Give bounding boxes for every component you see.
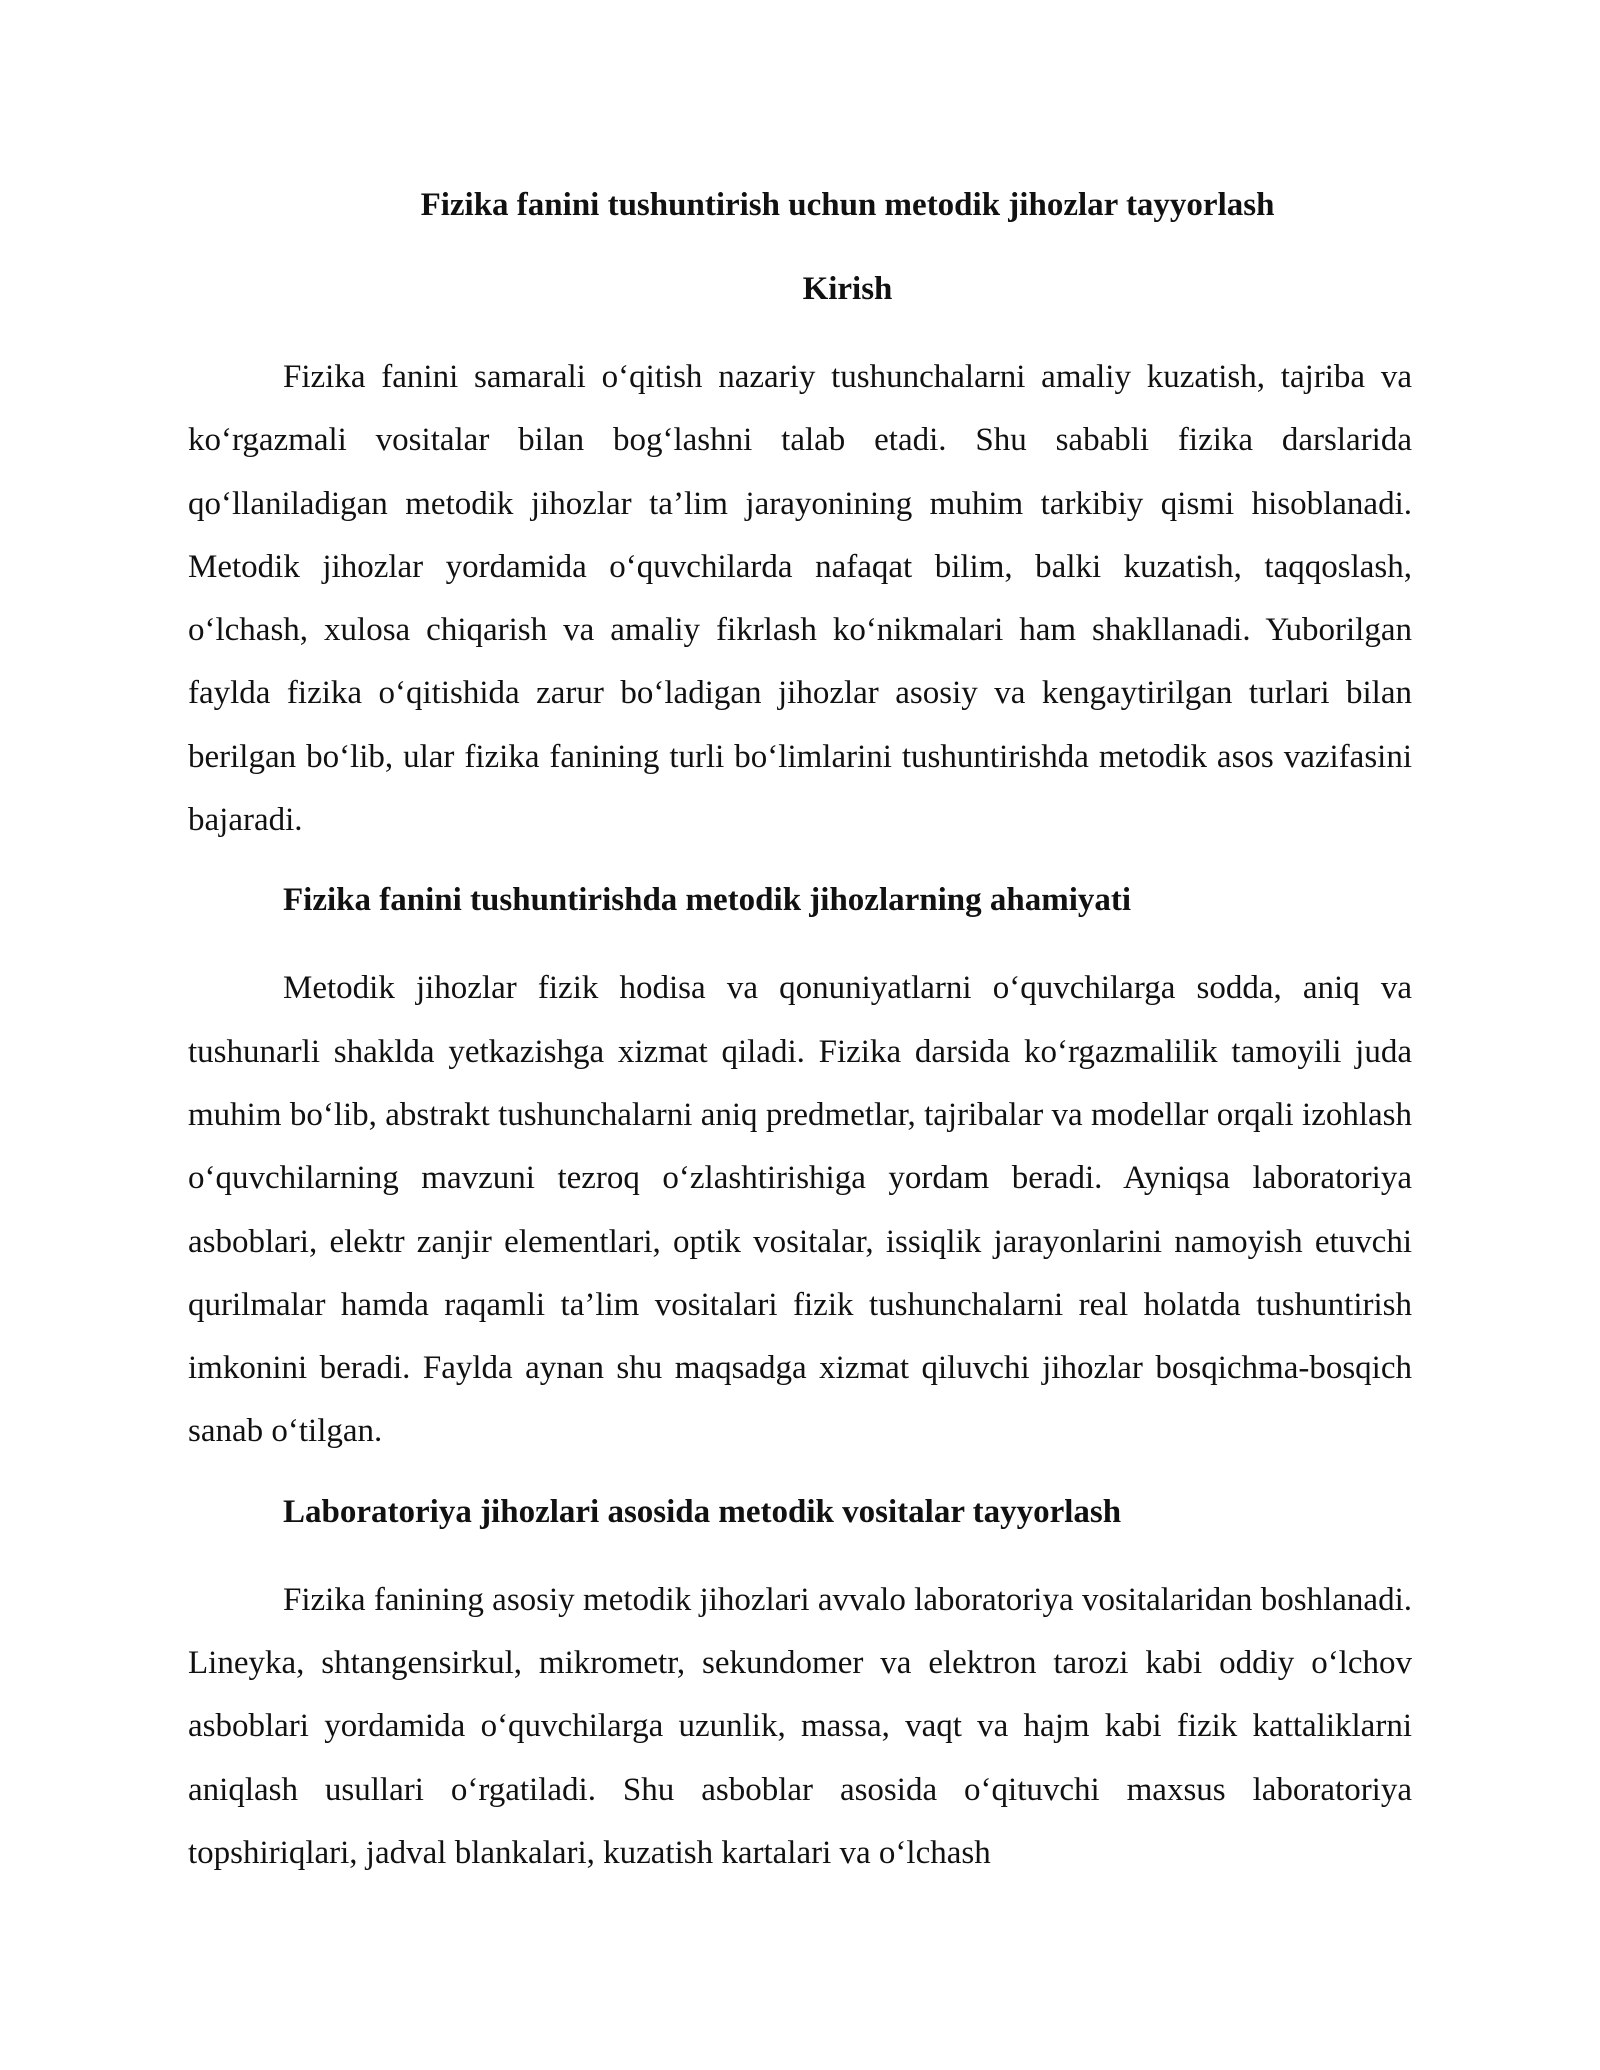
section-paragraph: Fizika fanining asosiy metodik jihozlari avvalo laboratoriya vositalaridan boshlanadi. Lineyka, shtangensirkul, mikrometr, sekundomer va elektron tarozi kabi oddiy o‘lchov asboblari yordamida o‘quvchilarga uzunlik, massa, vaqt va hajm kabi fizik kattaliklarni aniqlash usullari o‘rgatiladi. Shu asboblar asosida o‘qituvchi maxsus laboratoriya topshiriqlari, jadval blankalari, kuzatish kartalari va o‘lchash (188, 1581, 1412, 1871)
section-heading: Fizika fanini tushuntirishda metodik jihozlarning ahamiyati (283, 882, 1132, 919)
intro-paragraph: Fizika fanini samarali o‘qitish nazariy tushunchalarni amaliy kuzatish, tajriba va ko‘rgazmali vositalar bilan bog‘lashni talab etadi. Shu sababli fizika darslarida qo‘llaniladigan metodik jihozlar ta’lim jarayonining muhim tarkibiy qismi hisoblanadi. Metodik jihozlar yordamida o‘quvchilarda nafaqat bilim, balki kuzatish, taqqoslash, o‘lchash, xulosa chiqarish va amaliy fikrlash ko‘nikmalari ham shakllanadi. Yuborilgan faylda fizika o‘qitishida zarur bo‘ladigan jihozlar asosiy va kengaytirilgan turlari bilan berilgan bo‘lib, ular fizika fanining turli bo‘limlarini tushuntirishda metodik asos vazifasini bajaradi. (188, 359, 1412, 839)
document-title: Fizika fanini tushuntirish uchun metodik jihozlar tayyorlash (420, 187, 1275, 223)
section-paragraph: Metodik jihozlar fizik hodisa va qonuniyatlarni o‘quvchilarga sodda, aniq va tushunarli shaklda yetkazishga xizmat qiladi. Fizika darsida ko‘rgazmalilik tamoyili juda muhim bo‘lib, abstrakt tushunchalarni aniq predmetlar, tajribalar va modellar orqali izohlash o‘quvchilarning mavzuni tezroq o‘zlashtirishiga yordam beradi. Ayniqsa laboratoriya asboblari, elektr zanjir elementlari, optik vositalar, issiqlik jarayonlarini namoyish etuvchi qurilmalar hamda raqamli ta’lim vositalari fizik tushunchalarni real holatda tushuntirish imkonini beradi. Faylda aynan shu maqsadga xizmat qiluvchi jihozlar bosqichma-bosqich sanab o‘tilgan. (188, 970, 1412, 1450)
document-subtitle: Kirish (802, 271, 893, 307)
document-page (188, 185, 1412, 1885)
section-heading: Laboratoriya jihozlari asosida metodik vositalar tayyorlash (283, 1493, 1122, 1530)
